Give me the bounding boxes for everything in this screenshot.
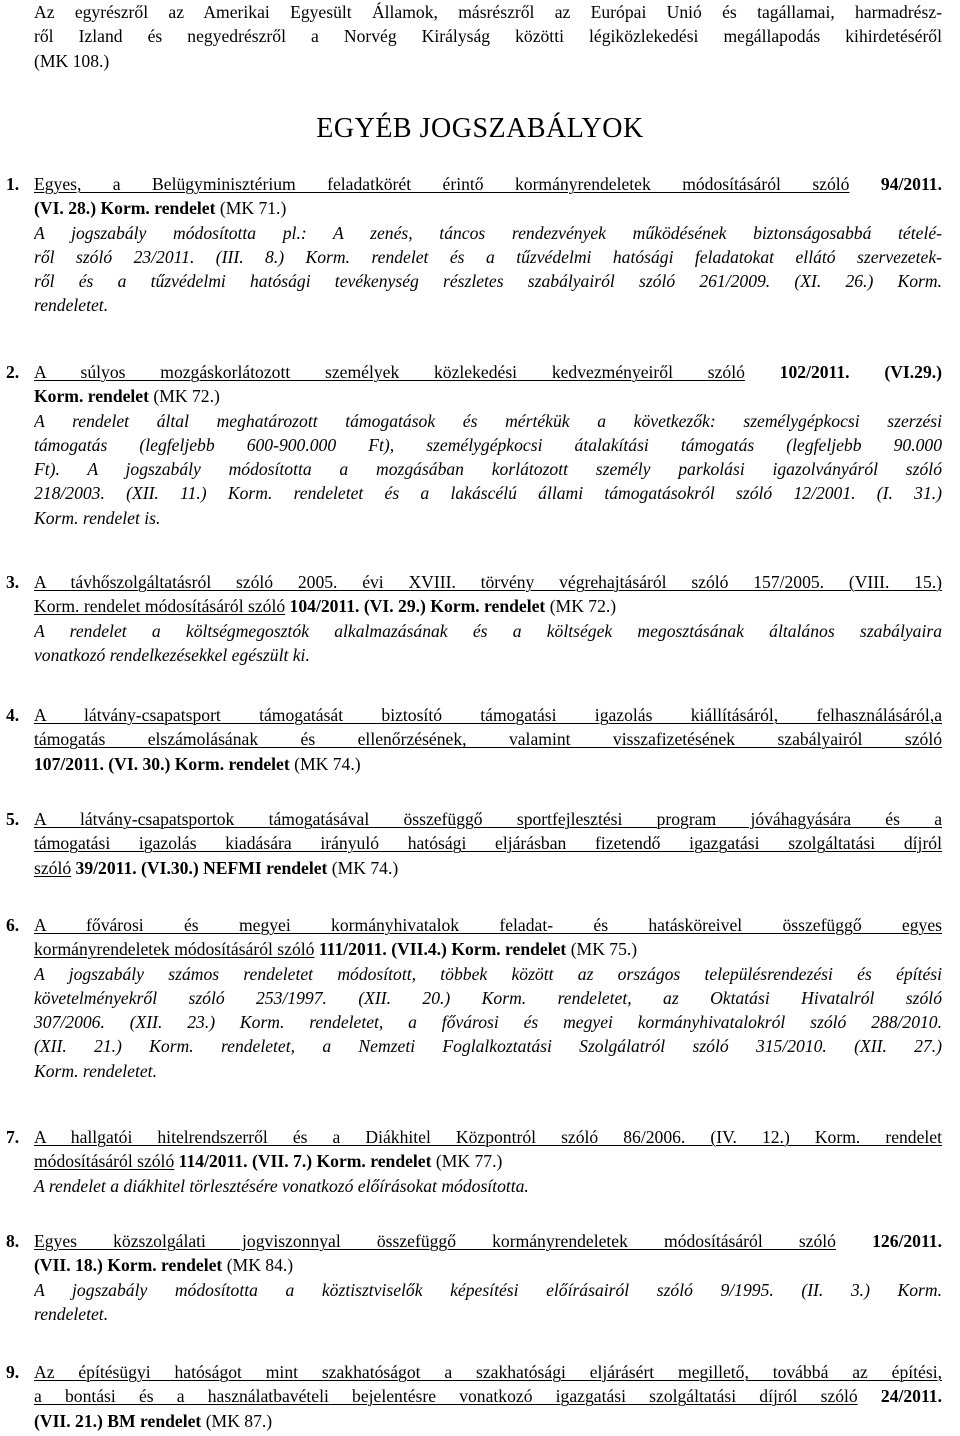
- item-description: Korm. rendelet is.: [34, 507, 161, 528]
- item-reference: (VI. 28.) Korm. rendelet: [34, 198, 216, 219]
- item-number: 3.: [6, 572, 20, 592]
- item-description: támogatás (legfeljebb 600-900.000 Ft), személygépkocsi átalakítási támogatás (legfeljebb 90.000: [34, 434, 942, 455]
- intro-paragraph: [34, 0, 942, 73]
- item-number: 7.: [6, 1127, 20, 1147]
- item-reference: 104/2011. (VI. 29.) Korm. rendelet: [289, 596, 546, 617]
- item-reference: 111/2011. (VII.4.) Korm. rendelet: [318, 939, 567, 960]
- item-gazette: (MK 74.): [294, 753, 361, 774]
- item-gazette: (MK 77.): [435, 1151, 503, 1172]
- item-description: A jogszabály módosította pl.: A zenés, táncos rendezvények működésének biztonságosabbá tételé-: [34, 222, 942, 243]
- item-number: 5.: [6, 809, 20, 829]
- intro-line: Az egyrészről az Amerikai Egyesült Államok, másrészről az Európai Unió és tagállamai, harmadrész-: [34, 2, 942, 22]
- item-gazette: (MK 72.): [153, 386, 220, 407]
- item-number: 6.: [6, 915, 20, 935]
- item-number: 9.: [6, 1362, 20, 1382]
- item-title: szóló: [34, 857, 72, 878]
- item-description: követelményekről szóló 253/1997. (XII. 20.) Korm. rendeletet, az Oktatási Hivatalról szóló: [34, 987, 942, 1008]
- item-title: A látvány-csapatsportok támogatásával összefüggő sportfejlesztési program jóváhagyására és a: [34, 809, 942, 829]
- list-item: [6, 1360, 942, 1433]
- item-number: 8.: [6, 1231, 20, 1251]
- item-gazette: (MK 75.): [570, 939, 638, 960]
- item-gazette: (MK 71.): [219, 198, 287, 219]
- item-description: rendeletet.: [34, 295, 109, 316]
- list-item: [6, 360, 942, 530]
- intro-line: (MK 108.): [34, 50, 110, 71]
- item-description: ről és a tűzvédelmi hatósági tevékenység részletes szabályairól szóló 261/2009. (XI. 26.) Korm.: [34, 271, 942, 292]
- item-title: támogatás elszámolásának és ellenőrzésének, valamint visszafizetésének szabályairól szóló: [34, 729, 942, 750]
- item-description: rendeletet.: [34, 1303, 109, 1324]
- item-reference: Korm. rendelet: [34, 386, 149, 407]
- item-title: módosításáról szóló: [34, 1151, 175, 1172]
- item-title: A távhőszolgáltatásról szóló 2005. évi XVIII. törvény végrehajtásáról szóló 157/2005. (VIII. 15.): [34, 572, 942, 592]
- item-reference: 114/2011. (VII. 7.) Korm. rendelet: [178, 1151, 432, 1172]
- item-description: A rendelet a költségmegosztók alkalmazásának és a költségek megosztásának általános szabályaira: [34, 620, 942, 641]
- item-title: A fővárosi és megyei kormányhivatalok feladat- és hatásköreivel összefüggő egyes: [34, 915, 942, 935]
- item-description: 218/2003. (XII. 11.) Korm. rendeletet és a lakáscélú állami támogatásokról szóló 12/2001. (I. 31.): [34, 483, 942, 504]
- item-number: 4.: [6, 705, 20, 725]
- item-description: A jogszabály számos rendeletet módosított, többek között az országos településrendezési és építési: [34, 963, 942, 984]
- item-title: támogatási igazolás kiadására irányuló hatósági eljárásban fizetendő igazgatási szolgáltatási díjról: [34, 833, 942, 854]
- item-gazette: (MK 72.): [549, 596, 617, 617]
- section-title: EGYÉB JOGSZABÁLYOK: [316, 113, 644, 144]
- list-item: [6, 703, 942, 776]
- item-title: kormányrendeletek módosításáról szóló: [34, 939, 315, 960]
- intro-line: ről Izland és negyedrészről a Norvég Királyság közötti légiközlekedési megállapodás kihirdetéséről: [34, 26, 942, 47]
- item-number: 1.: [6, 174, 20, 194]
- list-item: [6, 1125, 942, 1198]
- item-title: Egyes, a Belügyminisztérium feladatkörét érintő kormányrendeletek módosításáról szóló: [34, 174, 850, 194]
- item-title: a bontási és a használatbavételi bejelentésre vonatkozó igazgatási szolgáltatási díjról szóló: [34, 1386, 858, 1407]
- item-reference: 39/2011. (VI.30.) NEFMI rendelet: [75, 857, 328, 878]
- item-title: A súlyos mozgáskorlátozott személyek közlekedési kedvezményeiről szóló: [34, 362, 745, 382]
- list-item: [6, 172, 942, 318]
- list-item: [6, 807, 942, 880]
- item-reference: 102/2011. (VI.29.): [779, 362, 942, 382]
- item-gazette: (MK 74.): [331, 857, 399, 878]
- list-item: [6, 913, 942, 1083]
- item-description: A rendelet által meghatározott támogatások és mértékük a következők: személygépkocsi szerzési: [34, 410, 942, 431]
- item-reference: 24/2011.: [880, 1386, 942, 1407]
- item-gazette: (MK 87.): [205, 1410, 273, 1431]
- item-title: Korm. rendelet módosításáról szóló: [34, 596, 286, 617]
- list-item: [6, 1229, 942, 1326]
- item-reference: 126/2011.: [872, 1231, 942, 1251]
- item-description: (XII. 21.) Korm. rendeletet, a Nemzeti Foglalkoztatási Szolgálatról szóló 315/2010. (XII. 27.): [34, 1036, 942, 1057]
- item-title: A látvány-csapatsport támogatását biztosító támogatási igazolás kiállításáról, felhasználásáról,a: [34, 705, 942, 725]
- item-description: Korm. rendeletet.: [34, 1060, 157, 1081]
- item-title: A hallgatói hitelrendszerről és a Diákhitel Központról szóló 86/2006. (IV. 12.) Korm. rendelet: [34, 1127, 942, 1147]
- item-reference: (VII. 18.) Korm. rendelet: [34, 1255, 223, 1276]
- item-description: ről szóló 23/2011. (III. 8.) Korm. rendelet és a tűzvédelmi hatósági feladatokat ellátó szervezetek-: [34, 246, 942, 267]
- list-item: [6, 570, 942, 667]
- item-description: A jogszabály módosította a köztisztviselők képesítési előírásairól szóló 9/1995. (II. 3.) Korm.: [34, 1279, 942, 1300]
- item-description: 307/2006. (XII. 23.) Korm. rendeletet, a fővárosi és megyei kormányhivatalokról szóló 288/2010.: [34, 1012, 942, 1033]
- item-number: 2.: [6, 362, 20, 382]
- item-title: Egyes közszolgálati jogviszonnyal összefüggő kormányrendeletek módosításáról szóló: [34, 1231, 836, 1251]
- item-reference: (VII. 21.) BM rendelet: [34, 1410, 202, 1431]
- item-description: A rendelet a diákhitel törlesztésére vonatkozó előírásokat módosította.: [34, 1175, 529, 1196]
- item-description: vonatkozó rendelkezésekkel egészült ki.: [34, 644, 310, 665]
- item-title: Az építésügyi hatóságot mint szakhatóságot a szakhatósági eljárásért megillető, továbbá az építési,: [34, 1362, 942, 1382]
- item-reference: 107/2011. (VI. 30.) Korm. rendelet: [34, 753, 290, 774]
- item-description: Ft). A jogszabály módosította a mozgásában korlátozott személy parkolási igazolványáról szóló: [34, 459, 942, 480]
- item-reference: 94/2011.: [880, 174, 942, 194]
- item-gazette: (MK 84.): [226, 1255, 294, 1276]
